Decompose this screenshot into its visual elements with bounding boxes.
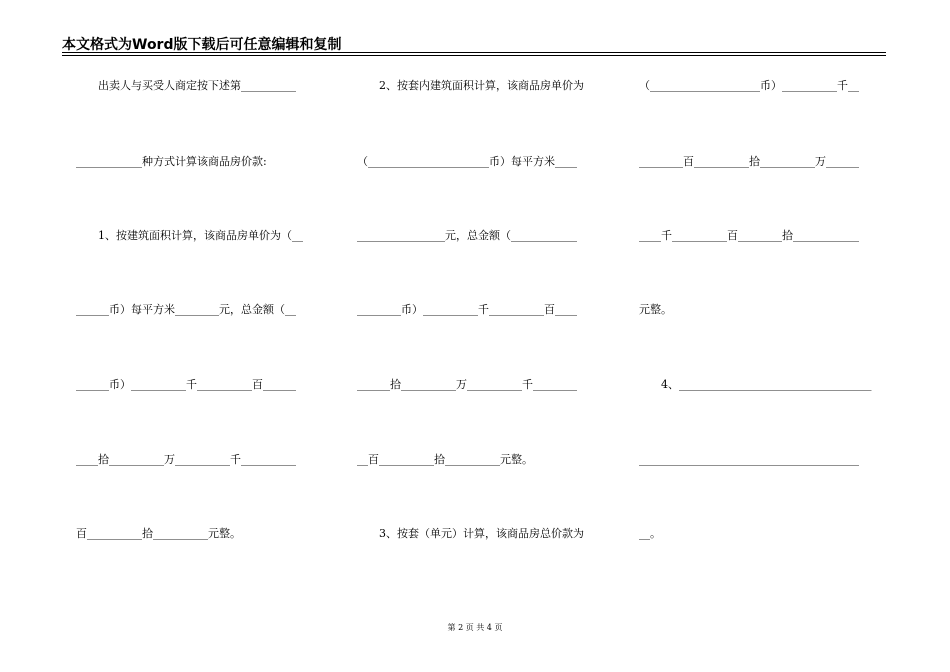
col1-line-3: 1、按建筑面积计算，该商品房单价为（__ bbox=[76, 229, 303, 242]
header-rule-thick bbox=[62, 52, 886, 53]
col1-line-5: ______币）__________千__________百______ bbox=[76, 378, 296, 391]
col3-line-3: ____千__________百________拾____________ bbox=[639, 229, 859, 242]
col2-line-5: ______拾__________万__________千________ bbox=[357, 378, 577, 391]
col2-line-7: 3、按套（单元）计算，该商品房总价款为 bbox=[357, 527, 584, 540]
col1-line-7: 百__________拾__________元整。 bbox=[76, 527, 241, 540]
col3-line-4: 元整。 bbox=[639, 303, 672, 316]
col1-line-1: 出卖人与买受人商定按下述第__________ bbox=[76, 79, 296, 92]
col3-line-7: __。 bbox=[639, 527, 661, 540]
col3-line-1: （____________________币）__________千__ bbox=[639, 79, 859, 92]
col2-line-1: 2、按套内建筑面积计算，该商品房单价为 bbox=[357, 79, 584, 92]
page-number: 第 2 页 共 4 页 bbox=[447, 623, 503, 632]
col2-line-3: ________________元，总金额（____________ bbox=[357, 229, 577, 242]
header-rule-thin bbox=[62, 55, 886, 56]
col3-line-6: ________________________________________ bbox=[639, 453, 859, 466]
col3-line-2: ________百__________拾__________万______ bbox=[639, 155, 859, 168]
document-header-title: 本文格式为Word版下载后可任意编辑和复制 bbox=[62, 37, 342, 53]
col2-line-2: （______________________币）每平方米____ bbox=[357, 155, 577, 168]
col1-line-6: ____拾__________万__________千__________ bbox=[76, 453, 296, 466]
col2-line-6: __百__________拾__________元整。 bbox=[357, 453, 533, 466]
col3-line-5: 4、___________________________________ bbox=[639, 378, 872, 391]
col1-line-4: ______币）每平方米________元，总金额（__ bbox=[76, 303, 296, 316]
col1-line-2: ____________种方式计算该商品房价款: bbox=[76, 155, 267, 168]
col2-line-4: ________币）__________千__________百____ bbox=[357, 303, 577, 316]
